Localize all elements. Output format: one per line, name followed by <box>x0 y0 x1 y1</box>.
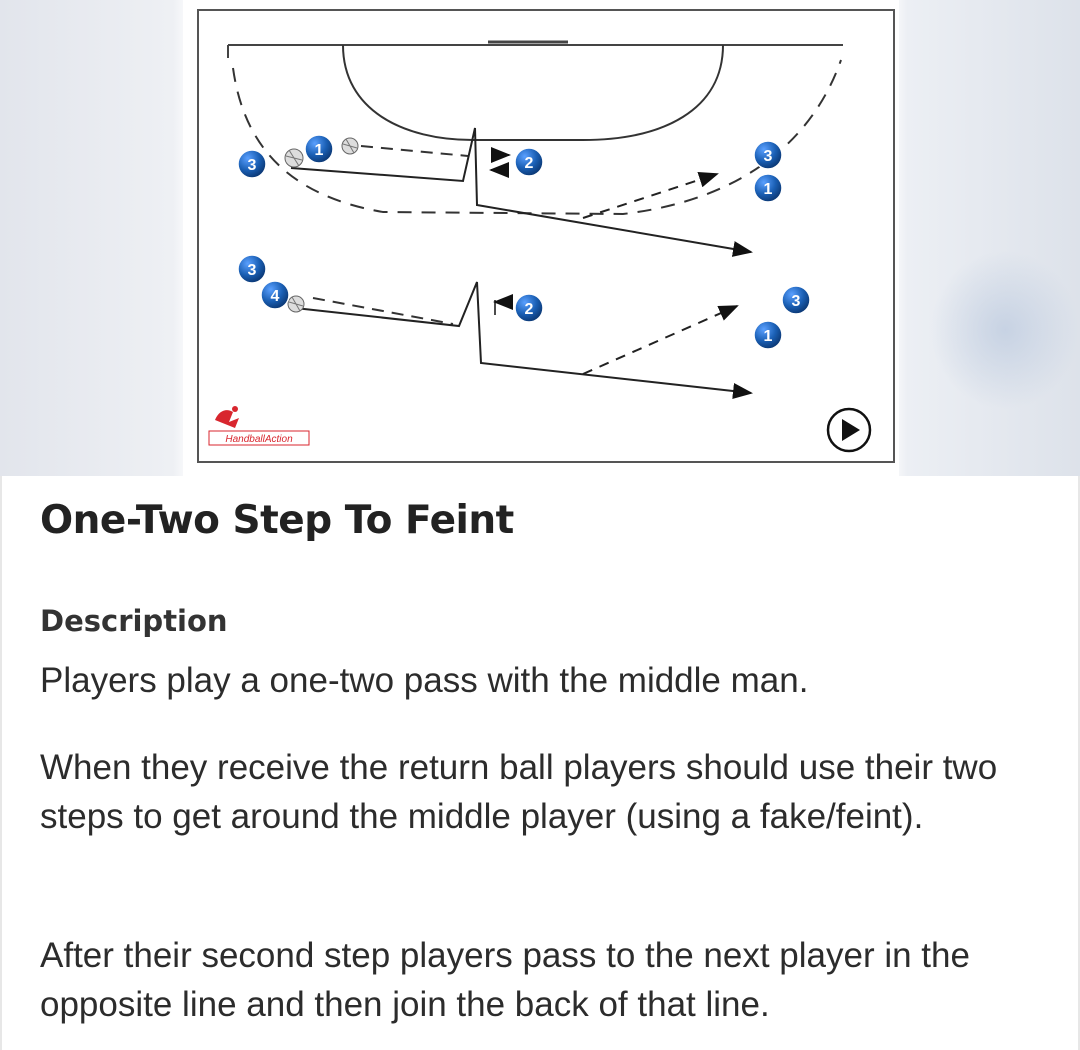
drill-diagram <box>183 0 899 476</box>
player-top-middle <box>515 148 543 176</box>
svg-text:1: 1 <box>763 181 773 198</box>
svg-text:3: 3 <box>791 293 801 310</box>
player-top-left-ball <box>305 135 333 163</box>
description-paragraph: After their second step players pass to the next player in the opposite line and then join the back of that line. <box>40 936 970 1024</box>
description-paragraph: Players play a one-two pass with the middle man. <box>40 661 809 700</box>
ball-icon <box>342 138 358 154</box>
player-top-right-a <box>754 141 782 169</box>
svg-text:3: 3 <box>247 157 257 174</box>
ball-icon <box>285 149 303 167</box>
svg-text:4: 4 <box>270 288 280 305</box>
player-top-right-b <box>754 174 782 202</box>
svg-text:3: 3 <box>247 262 257 279</box>
diagram-header <box>0 0 1080 476</box>
drill-article <box>0 476 1080 1050</box>
svg-text:3: 3 <box>763 148 773 165</box>
play-button[interactable] <box>828 409 870 451</box>
svg-text:1: 1 <box>763 328 773 345</box>
court-border <box>198 10 894 462</box>
svg-text:2: 2 <box>524 155 534 172</box>
description-paragraph: When they receive the return ball players should use their two steps to get around the middle player (using a fake/feint). <box>40 748 998 836</box>
court-diagram-svg <box>183 0 899 476</box>
description-heading: Description <box>40 604 228 638</box>
player-bottom-left-ball <box>261 281 289 309</box>
player-bottom-left-waiting <box>238 255 266 283</box>
page-title: One-Two Step To Feint <box>40 498 514 543</box>
player-bottom-right-b <box>754 321 782 349</box>
player-bottom-right-a <box>782 286 810 314</box>
player-bottom-middle <box>515 294 543 322</box>
svg-text:HandballAction: HandballAction <box>225 434 293 445</box>
player-top-left-waiting <box>238 150 266 178</box>
ball-icon <box>288 296 304 312</box>
svg-text:2: 2 <box>524 301 534 318</box>
svg-text:1: 1 <box>314 142 324 159</box>
